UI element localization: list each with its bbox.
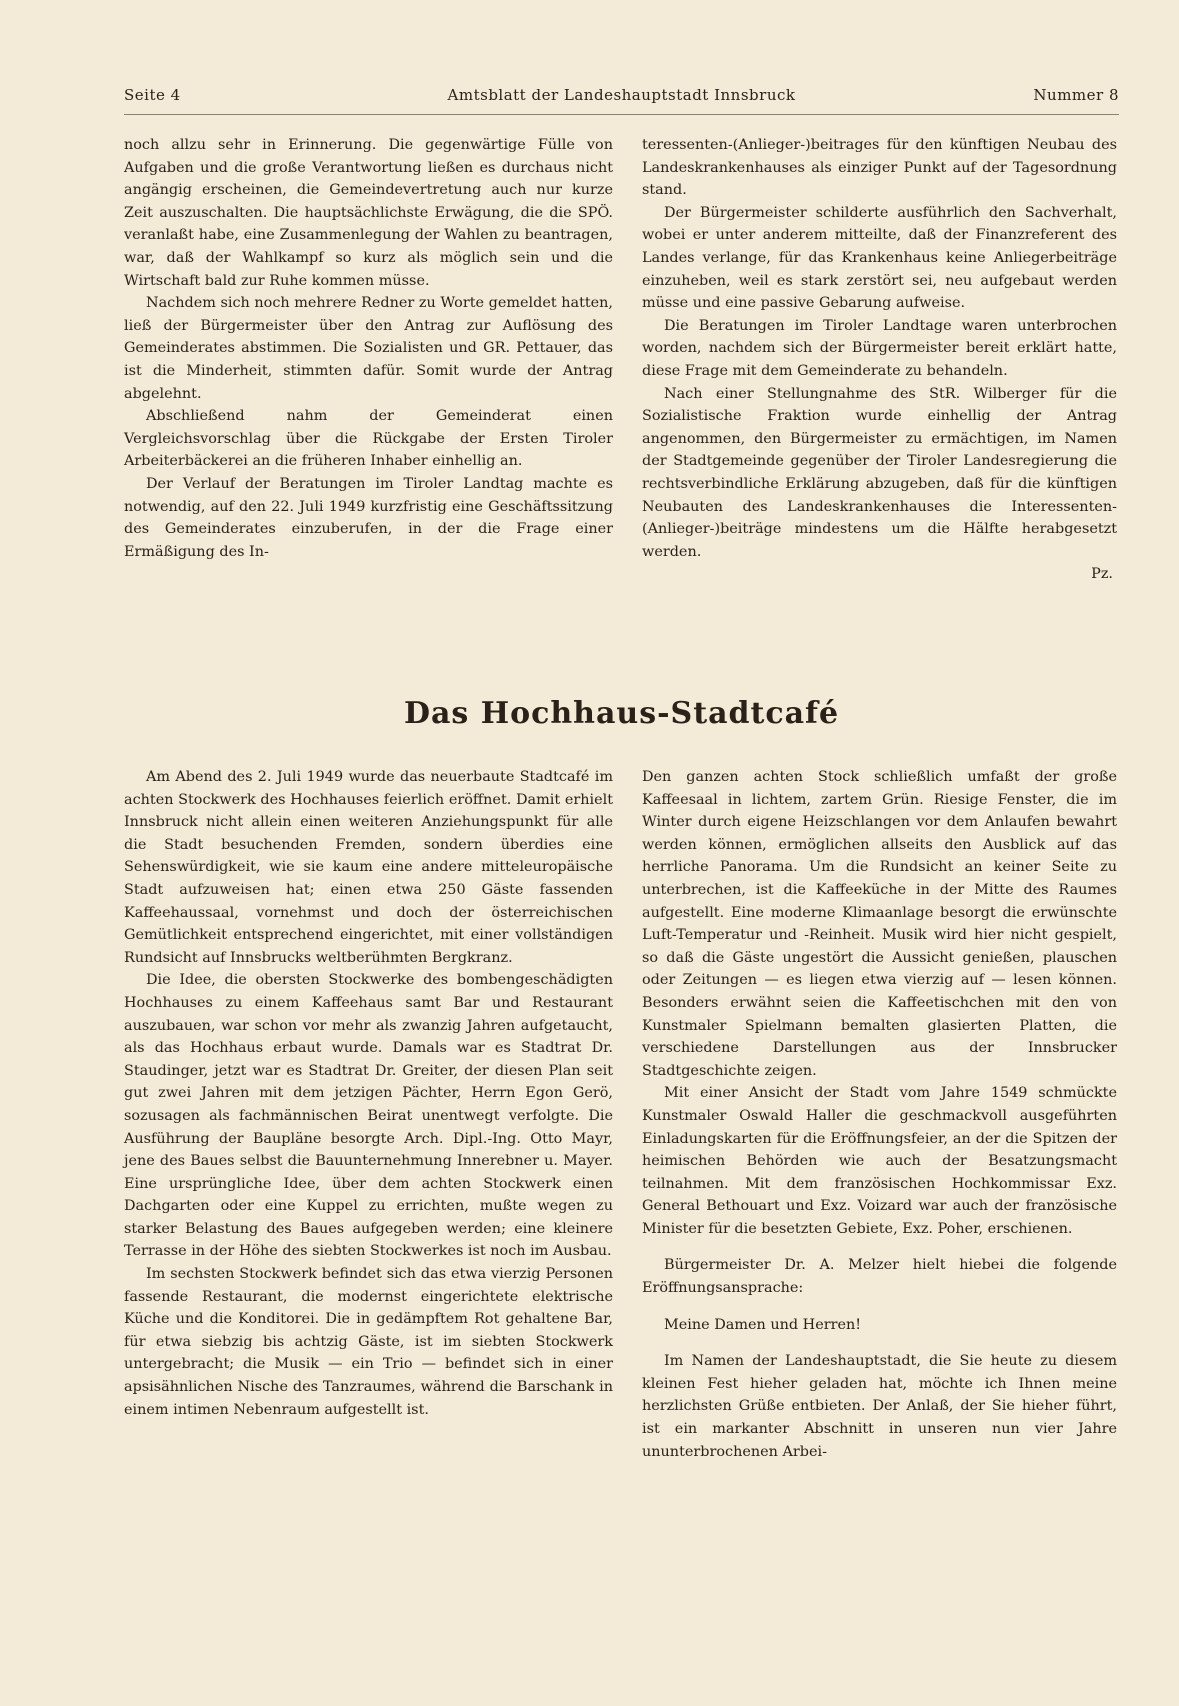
publication-title: Amtsblatt der Landeshauptstadt Innsbruck — [447, 86, 796, 104]
paragraph: teressenten-(Anlieger-)beitrages für den künftigen Neubau des Landeskrankenhauses als einziger Punkt auf der Tagesordnung stand. — [642, 137, 1117, 199]
paragraph: Im Namen der Landeshauptstadt, die Sie heute zu diesem kleinen Fest hieher geladen hat, möchte ich Ihnen meine herzlichsten Grüße entbieten. Der Anlaß, der Sie hieher führt, ist ein markanter Abschnitt in unseren nun vier Jahre ununterbrochenen Arbei- — [642, 1353, 1117, 1460]
paragraph: Der Bürgermeister schilderte ausführlich den Sachverhalt, wobei er unter anderem mitteilte, daß der Finanzreferent des Landes verlange, für das Krankenhaus keine Anliegerbeiträge einzuheben, weil es stark zerstört sei, neu aufgebaut werden müsse und eine passive Gebarung aufweise. — [642, 204, 1117, 312]
page-number: Seite 4 — [124, 86, 181, 104]
paragraph: Nachdem sich noch mehrere Redner zu Worte gemeldet hatten, ließ der Bürgermeister über den Antrag zur Auflösung des Gemeinderates abstimmen. Die Sozialisten und GR. Pettauer, das ist die Minderheit, stimmten dafür. Somit wurde der Antrag abgelehnt. — [124, 295, 613, 402]
header-rule — [124, 114, 1119, 115]
paragraph: Mit einer Ansicht der Stadt vom Jahre 1549 schmückte Kunstmaler Oswald Haller die geschmackvoll ausgeführten Einladungskarten für die Eröffnungsfeier, an der die Spitzen der heimischen Behörden wie auch der Besatzungsmacht teilnahmen. Mit dem französischen Hochkommissar Exz. General Bethouart und Exz. Voizard war auch der französische Minister für die besetzten Gebiete, Exz. Poher, erschienen. — [642, 1085, 1117, 1237]
paragraph: noch allzu sehr in Erinnerung. Die gegenwärtige Fülle von Aufgaben und die große Verantwortung ließen es durchaus nicht angängig erscheinen, die Gemeindevertretung auch nur kurze Zeit auszuschalten. Die hauptsächlichste Erwägung, die die SPÖ. veranlaßt habe, eine Zusammenlegung der Wahlen zu beantragen, war, daß der Wahlkampf so kurz als möglich sein und die Wirtschaft bald zur Ruhe kommen müsse. — [124, 137, 613, 289]
author-signature: Pz. — [1091, 566, 1113, 583]
paragraph: Am Abend des 2. Juli 1949 wurde das neuerbaute Stadtcafé im achten Stockwerk des Hochhauses feierlich eröffnet. Damit erhielt Innsbruck nicht allein einen weiteren Anziehungspunkt für alle die Stadt besuchenden Fremden, sondern überdies eine Sehenswürdigkeit, wie sie kaum eine andere mitteleuropäische Stadt aufzuweisen hat; einen etwa 250 Gäste fassenden Kaffeehaussaal, vornehmst und doch der österreichischen Gemütlichkeit entsprechend eingerichtet, mit einer vollständigen Rundsicht auf Innsbrucks weltberühmten Bergkranz. — [124, 769, 613, 966]
paragraph: Die Beratungen im Tiroler Landtage waren unterbrochen worden, nachdem sich der Bürgermeister bereit erklärt hatte, diese Frage mit dem Gemeinderate zu behandeln. — [642, 317, 1117, 379]
bottom-right-column — [642, 766, 1117, 1463]
paragraph: Den ganzen achten Stock schließlich umfaßt der große Kaffeesaal in lichtem, zartem Grün. Riesige Fenster, die im Winter durch eigene Heizschlangen vor dem Anlaufen bewahrt werden können, ermöglichen allseits den Ausblick auf das herrliche Panorama. Um die Rundsicht an keiner Seite zu unterbrechen, ist die Kaffeeküche in der Mitte des Raumes aufgestellt. Eine moderne Klimaanlage besorgt die erwünschte Luft-Temperatur und -Reinheit. Musik wird hier nicht gespielt, so daß die Gäste ungestört die Aussicht genießen, plauschen oder Zeitungen — es liegen etwa vierzig auf — lesen können. Besonders erwähnt seien die Kaffeetischchen mit den von Kunstmaler Spielmann bemalten glasierten Platten, die verschiedene Darstellungen aus der Innsbrucker Stadtgeschichte zeigen. — [642, 769, 1117, 1079]
article-title: Das Hochhaus-Stadtcafé — [403, 696, 840, 731]
top-left-column — [124, 134, 613, 563]
paragraph: Nach einer Stellungnahme des StR. Wilberger für die Sozialistische Fraktion wurde einhellig der Antrag angenommen, den Bürgermeister zu ermächtigen, im Namen der Stadtgemeinde gegenüber der Tiroler Landesregierung die rechtsverbindliche Erklärung abzugeben, daß für die künftigen Neubauten des Landeskrankenhauses die Interessenten-(Anlieger-)beiträge mindestens um die Hälfte herabgesetzt werden. — [642, 385, 1117, 560]
top-right-column — [642, 134, 1117, 586]
paragraph: Im sechsten Stockwerk befindet sich das etwa vierzig Personen fassende Restaurant, die modernst eingerichtete elektrische Küche und die Konditorei. Die in gedämpftem Rot gehaltene Bar, für etwa siebzig bis achtzig Gäste, ist im siebten Stockwerk untergebracht; die Musik — ein Trio — befindet sich in einer apsisähnlichen Nische des Tanzraumes, während die Barschank in einem intimen Nebenraum aufgestellt ist. — [124, 1266, 613, 1418]
paragraph: Die Idee, die obersten Stockwerke des bombengeschädigten Hochhauses zu einem Kaffeehaus samt Bar und Restaurant auszubauen, war schon vor mehr als zwanzig Jahren aufgetaucht, als das Hochhaus erbaut wurde. Damals war es Stadtrat Dr. Staudinger, jetzt war es Stadtrat Dr. Greiter, der diesen Plan seit gut zwei Jahren mit dem jetzigen Pächter, Herrn Egon Gerö, sozusagen als fachmännischen Beirat unentwegt verfolgte. Die Ausführung der Baupläne besorgte Arch. Dipl.-Ing. Otto Mayr, jene des Baues selbst die Bauunternehmung Innerebner u. Mayer. Eine ursprüngliche Idee, über dem achten Stockwerk einen Dachgarten oder eine Kuppel zu errichten, mußte wegen zu starker Belastung des Baues aufgegeben werden; eine kleinere Terrasse in der Höhe des siebten Stockwerkes ist noch im Ausbau. — [124, 972, 613, 1260]
page-header — [124, 86, 1119, 108]
paragraph: Abschließend nahm der Gemeinderat einen Vergleichsvorschlag über die Rückgabe der Ersten Tiroler Arbeiterbäckerei an die früheren Inhaber einhellig an. — [124, 408, 613, 470]
issue-number: Nummer 8 — [1033, 86, 1119, 104]
bottom-left-column — [124, 766, 613, 1421]
paragraph: Bürgermeister Dr. A. Melzer hielt hiebei die folgende Eröffnungsansprache: — [642, 1257, 1117, 1297]
paragraph: Der Verlauf der Beratungen im Tiroler Landtag machte es notwendig, auf den 22. Juli 1949 kurzfristig eine Geschäftssitzung des Gemeinderates einzuberufen, in der die Frage einer Ermäßigung des In- — [124, 475, 613, 560]
speech-salutation: Meine Damen und Herren! — [664, 1316, 862, 1333]
